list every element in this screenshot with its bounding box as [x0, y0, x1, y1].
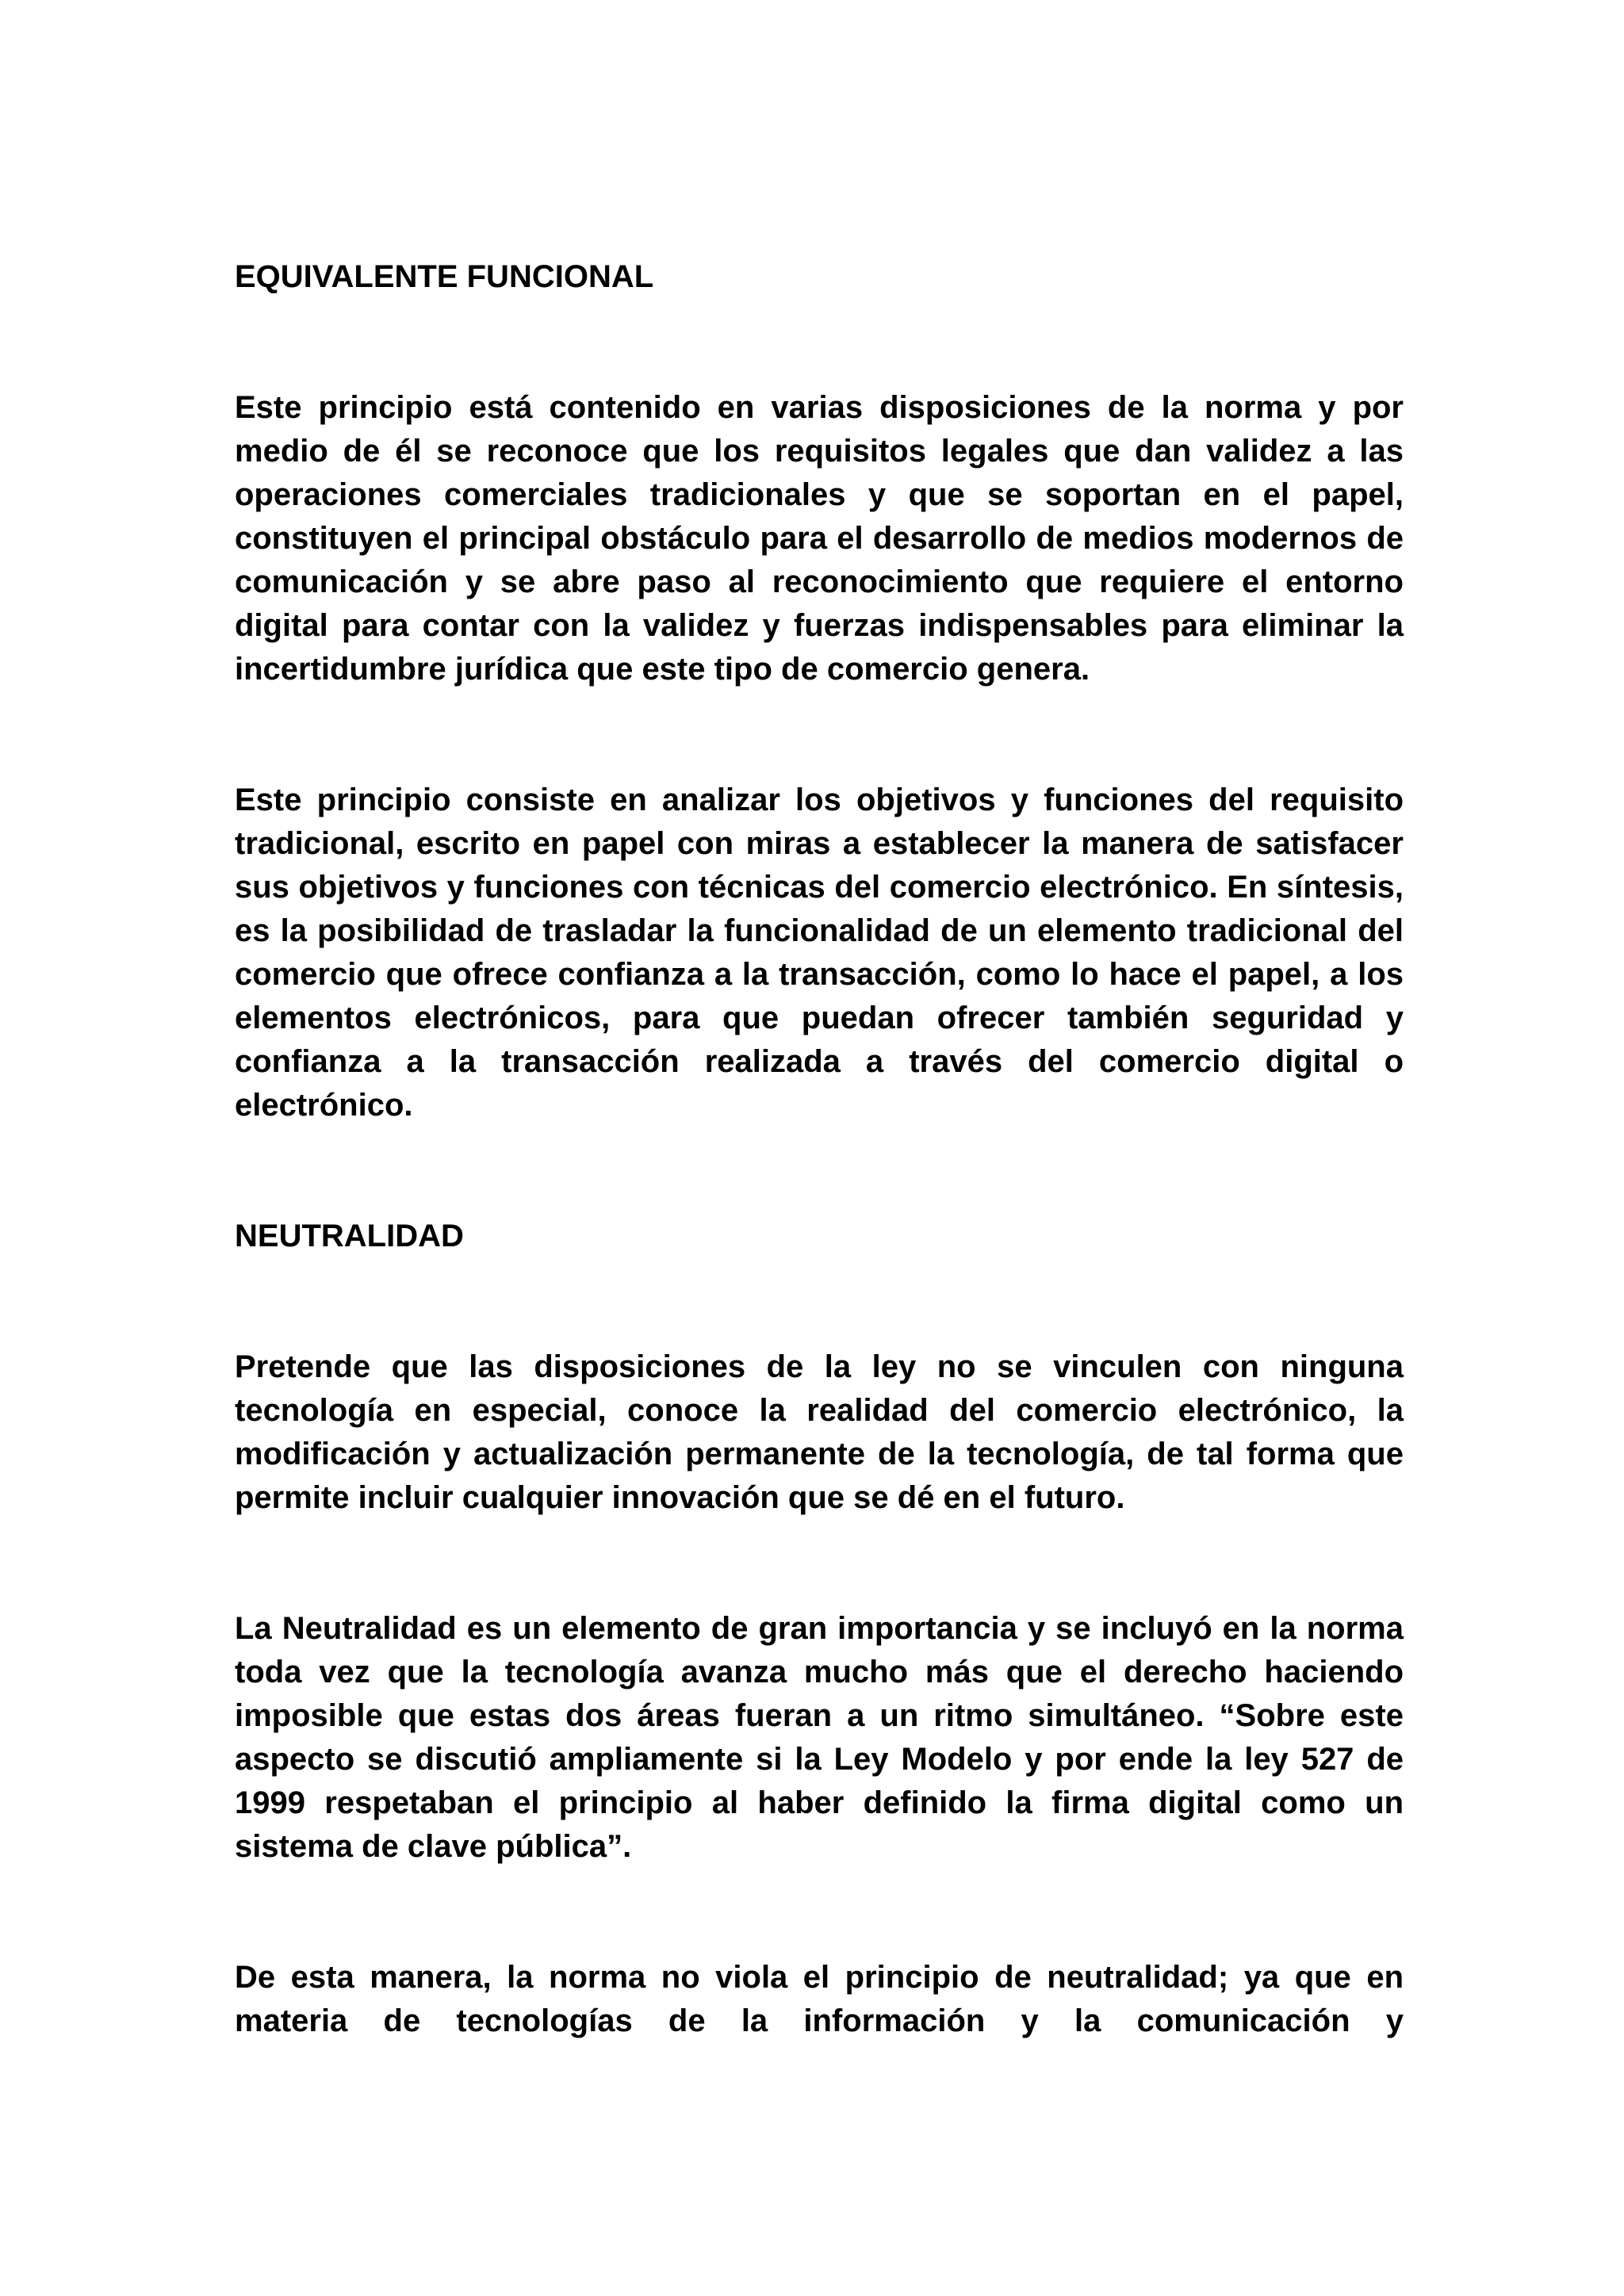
section-heading-equivalente-funcional: EQUIVALENTE FUNCIONAL: [235, 259, 654, 294]
document-body: [235, 255, 1404, 2043]
paragraph-equivalente-1: Este principio está contenido en varias disposiciones de la norma y por medio de él se reconoce que los requisitos legales que dan validez a las operaciones comerciales tradicionales y que se soportan en el papel, constituyen el principal obstáculo para el desarrollo de medios modernos de comunicación y se abre paso al reconocimiento que requiere el entorno digital para contar con la validez y fuerzas indispensables para eliminar la incertidumbre jurídica que este tipo de comercio genera.: [235, 390, 1404, 687]
paragraph-neutralidad-3: De esta manera, la norma no viola el principio de neutralidad; ya que en materia de tecnologías de la información y la comunicación y: [235, 1960, 1404, 2038]
paragraph-neutralidad-1: Pretende que las disposiciones de la ley no se vinculen con ninguna tecnología en especial, conoce la realidad del comercio electrónico, la modificación y actualización permanente de la tecnología, de tal forma que permite incluir cualquier innovación que se dé en el futuro.: [235, 1349, 1404, 1515]
section-heading-neutralidad: NEUTRALIDAD: [235, 1219, 464, 1253]
paragraph-equivalente-2: Este principio consiste en analizar los objetivos y funciones del requisito tradicional, escrito en papel con miras a establecer la manera de satisfacer sus objetivos y funciones con técnicas del comercio electrónico. En síntesis, es la posibilidad de trasladar la funcionalidad de un elemento tradicional del comercio que ofrece confianza a la transacción, como lo hace el papel, a los elementos electrónicos, para que puedan ofrecer también seguridad y confianza a la transacción realizada a través del comercio digital o electrónico.: [235, 783, 1404, 1123]
paragraph-neutralidad-2: La Neutralidad es un elemento de gran importancia y se incluyó en la norma toda vez que la tecnología avanza mucho más que el derecho haciendo imposible que estas dos áreas fueran a un ritmo simultáneo. “Sobre este aspecto se discutió ampliamente si la Ley Modelo y por ende la ley 527 de 1999 respetaban el principio al haber definido la firma digital como un sistema de clave pública”.: [235, 1611, 1404, 1864]
